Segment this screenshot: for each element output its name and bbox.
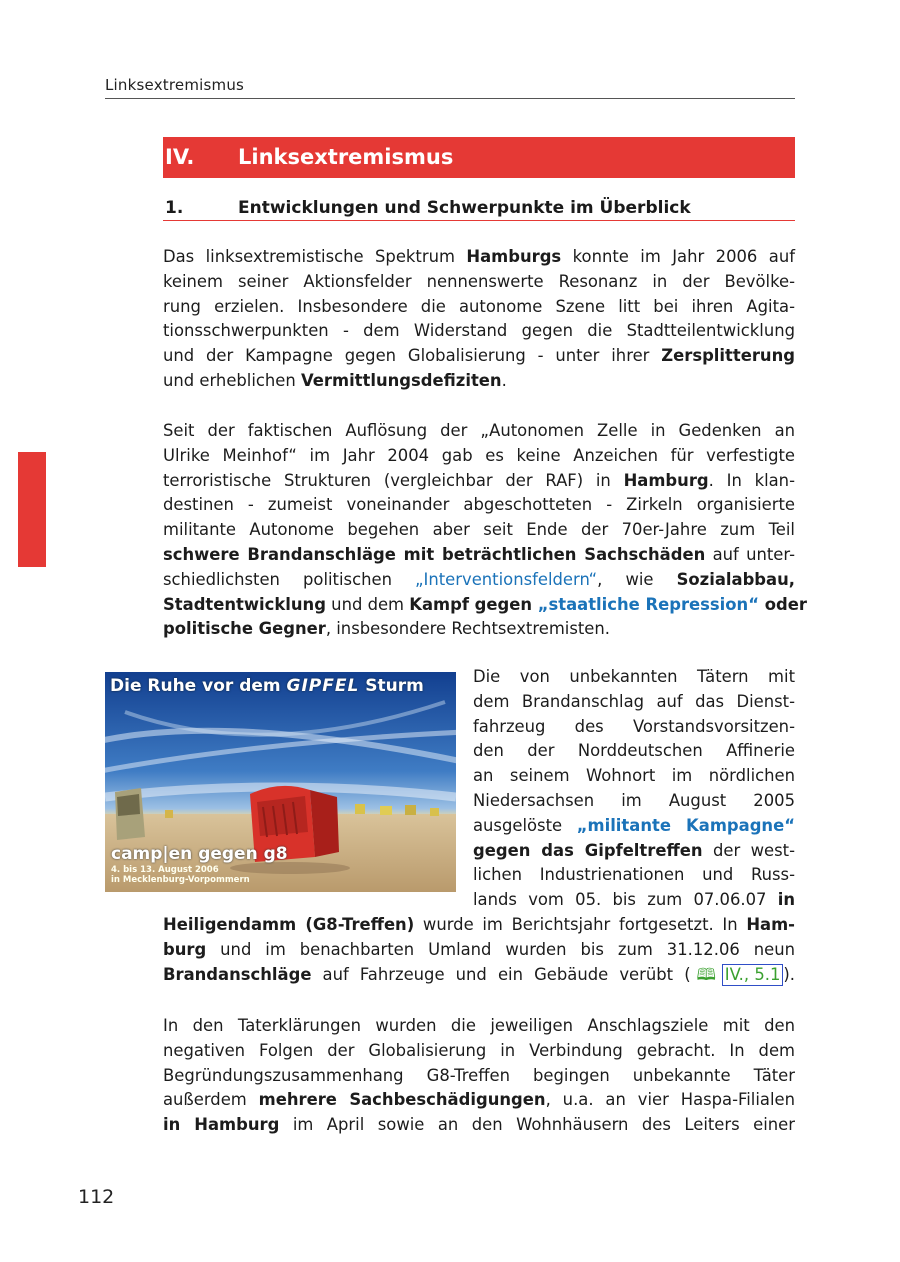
- text-line: an seinem Wohnort im nördlichen: [473, 766, 795, 786]
- paragraph-3: [473, 665, 795, 913]
- chapter-side-marker: [18, 452, 46, 567]
- text-line: den der Norddeutschen Affinerie: [473, 741, 795, 761]
- paragraph-4: [163, 913, 795, 987]
- header-rule: [105, 98, 795, 99]
- poster-dates: 4. bis 13. August 2006 in Mecklenburg-Vorpommern: [111, 865, 250, 885]
- text-line: Begründungszusammenhang G8-Treffen begingen unbekannte Täter: [163, 1065, 795, 1085]
- paragraph-2: [163, 419, 807, 642]
- text-line: In den Taterklärungen wurden die jeweiligen Anschlagsziele mit den: [163, 1016, 795, 1035]
- text-line: negativen Folgen der Globalisierung in Verbindung gebracht. In dem: [163, 1040, 795, 1060]
- section-heading: [163, 196, 795, 220]
- text-line: Seit der faktischen Auflösung der „Autonomen Zelle in Gedenken an: [163, 421, 795, 440]
- text-line: Die von unbekannten Tätern mit: [473, 667, 795, 686]
- text-line: rung erzielen. Insbesondere die autonome Szene litt bei ihren Agita-: [163, 296, 795, 316]
- paragraph-1: [163, 245, 795, 394]
- text-line: Das linksextremistische Spektrum Hamburgs konnte im Jahr 2006 auf: [163, 247, 795, 266]
- text-line: destinen - zumeist voneinander abgeschotteten - Zirkeln organisierte: [163, 495, 795, 515]
- text-line: und der Kampagne gegen Globalisierung - unter ihrer Zersplitterung: [163, 346, 795, 366]
- text-line: außerdem mehrere Sachbeschädigungen, u.a. an vier Haspa-Filialen: [163, 1090, 795, 1110]
- text-line: tionsschwerpunkten - dem Widerstand gegen die Stadtteilentwicklung: [163, 321, 795, 341]
- section-rule: [163, 220, 795, 221]
- text-line: politische Gegner, insbesondere Rechtsextremisten.: [163, 619, 610, 639]
- text-line: terroristische Strukturen (vergleichbar der RAF) in Hamburg. In klan-: [163, 470, 795, 490]
- chapter-heading: [163, 137, 795, 178]
- quoted-term: „militante Kampagne“: [576, 815, 795, 835]
- text-line: Ulrike Meinhof“ im Jahr 2004 gab es keine Anzeichen für verfestigte: [163, 445, 795, 465]
- section-title: Entwicklungen und Schwerpunkte im Überblick: [238, 198, 691, 218]
- chapter-number: IV.: [165, 145, 195, 169]
- text-line: in Hamburg im April sowie an den Wohnhäusern des Leiters einer: [163, 1115, 795, 1135]
- text-line: lands vom 05. bis zum 07.06.07 in: [473, 890, 795, 910]
- book-reference-icon: 🕮: [690, 964, 722, 984]
- text-line: Heiligendamm (G8-Treffen) wurde im Berichtsjahr fortgesetzt. In Ham-: [163, 915, 795, 934]
- campaign-poster-image: [105, 672, 456, 892]
- chapter-title: Linksextremismus: [238, 145, 454, 169]
- cross-reference-link[interactable]: IV., 5.1: [722, 964, 784, 986]
- text-line: schwere Brandanschläge mit beträchtlichen Sachschäden auf unter-: [163, 544, 795, 564]
- text-line: Niedersachsen im August 2005: [473, 790, 795, 810]
- text-line: und erheblichen Vermittlungsdefiziten.: [163, 370, 507, 390]
- text-line: ausgelöste „militante Kampagne“: [473, 815, 795, 835]
- text-line: gegen das Gipfeltreffen der west-: [473, 840, 795, 860]
- text-line: Brandanschläge auf Fahrzeuge und ein Gebäude verübt (🕮IV., 5.1 ).: [163, 964, 795, 984]
- paragraph-5: [163, 1014, 795, 1138]
- page-number: 112: [78, 1186, 115, 1208]
- quoted-term: „staatliche Repression“: [537, 594, 759, 614]
- text-line: Stadtentwicklung und dem Kampf gegen „staatliche Repression“ oder: [163, 594, 807, 614]
- text-line: burg und im benachbarten Umland wurden bis zum 31.12.06 neun: [163, 939, 795, 959]
- running-header: Linksextremismus: [105, 76, 245, 94]
- text-line: fahrzeug des Vorstandsvorsitzen-: [473, 716, 795, 736]
- text-line: keinem seiner Aktionsfelder nennenswerte Resonanz in der Bevölke-: [163, 271, 795, 291]
- quoted-term: „Interventionsfeldern“: [415, 569, 598, 589]
- text-line: dem Brandanschlag auf das Dienst-: [473, 691, 795, 711]
- poster-title: Die Ruhe vor dem GIPFEL Sturm: [110, 676, 424, 696]
- text-line: schiedlichsten politischen „Interventionsfeldern“, wie Sozialabbau,: [163, 569, 795, 589]
- section-number: 1.: [165, 198, 184, 218]
- text-line: lichen Industrienationen und Russ-: [473, 865, 795, 885]
- poster-subtitle: camp|en gegen g8: [111, 844, 288, 864]
- text-line: militante Autonome begehen aber seit Ende der 70er-Jahre zum Teil: [163, 520, 795, 540]
